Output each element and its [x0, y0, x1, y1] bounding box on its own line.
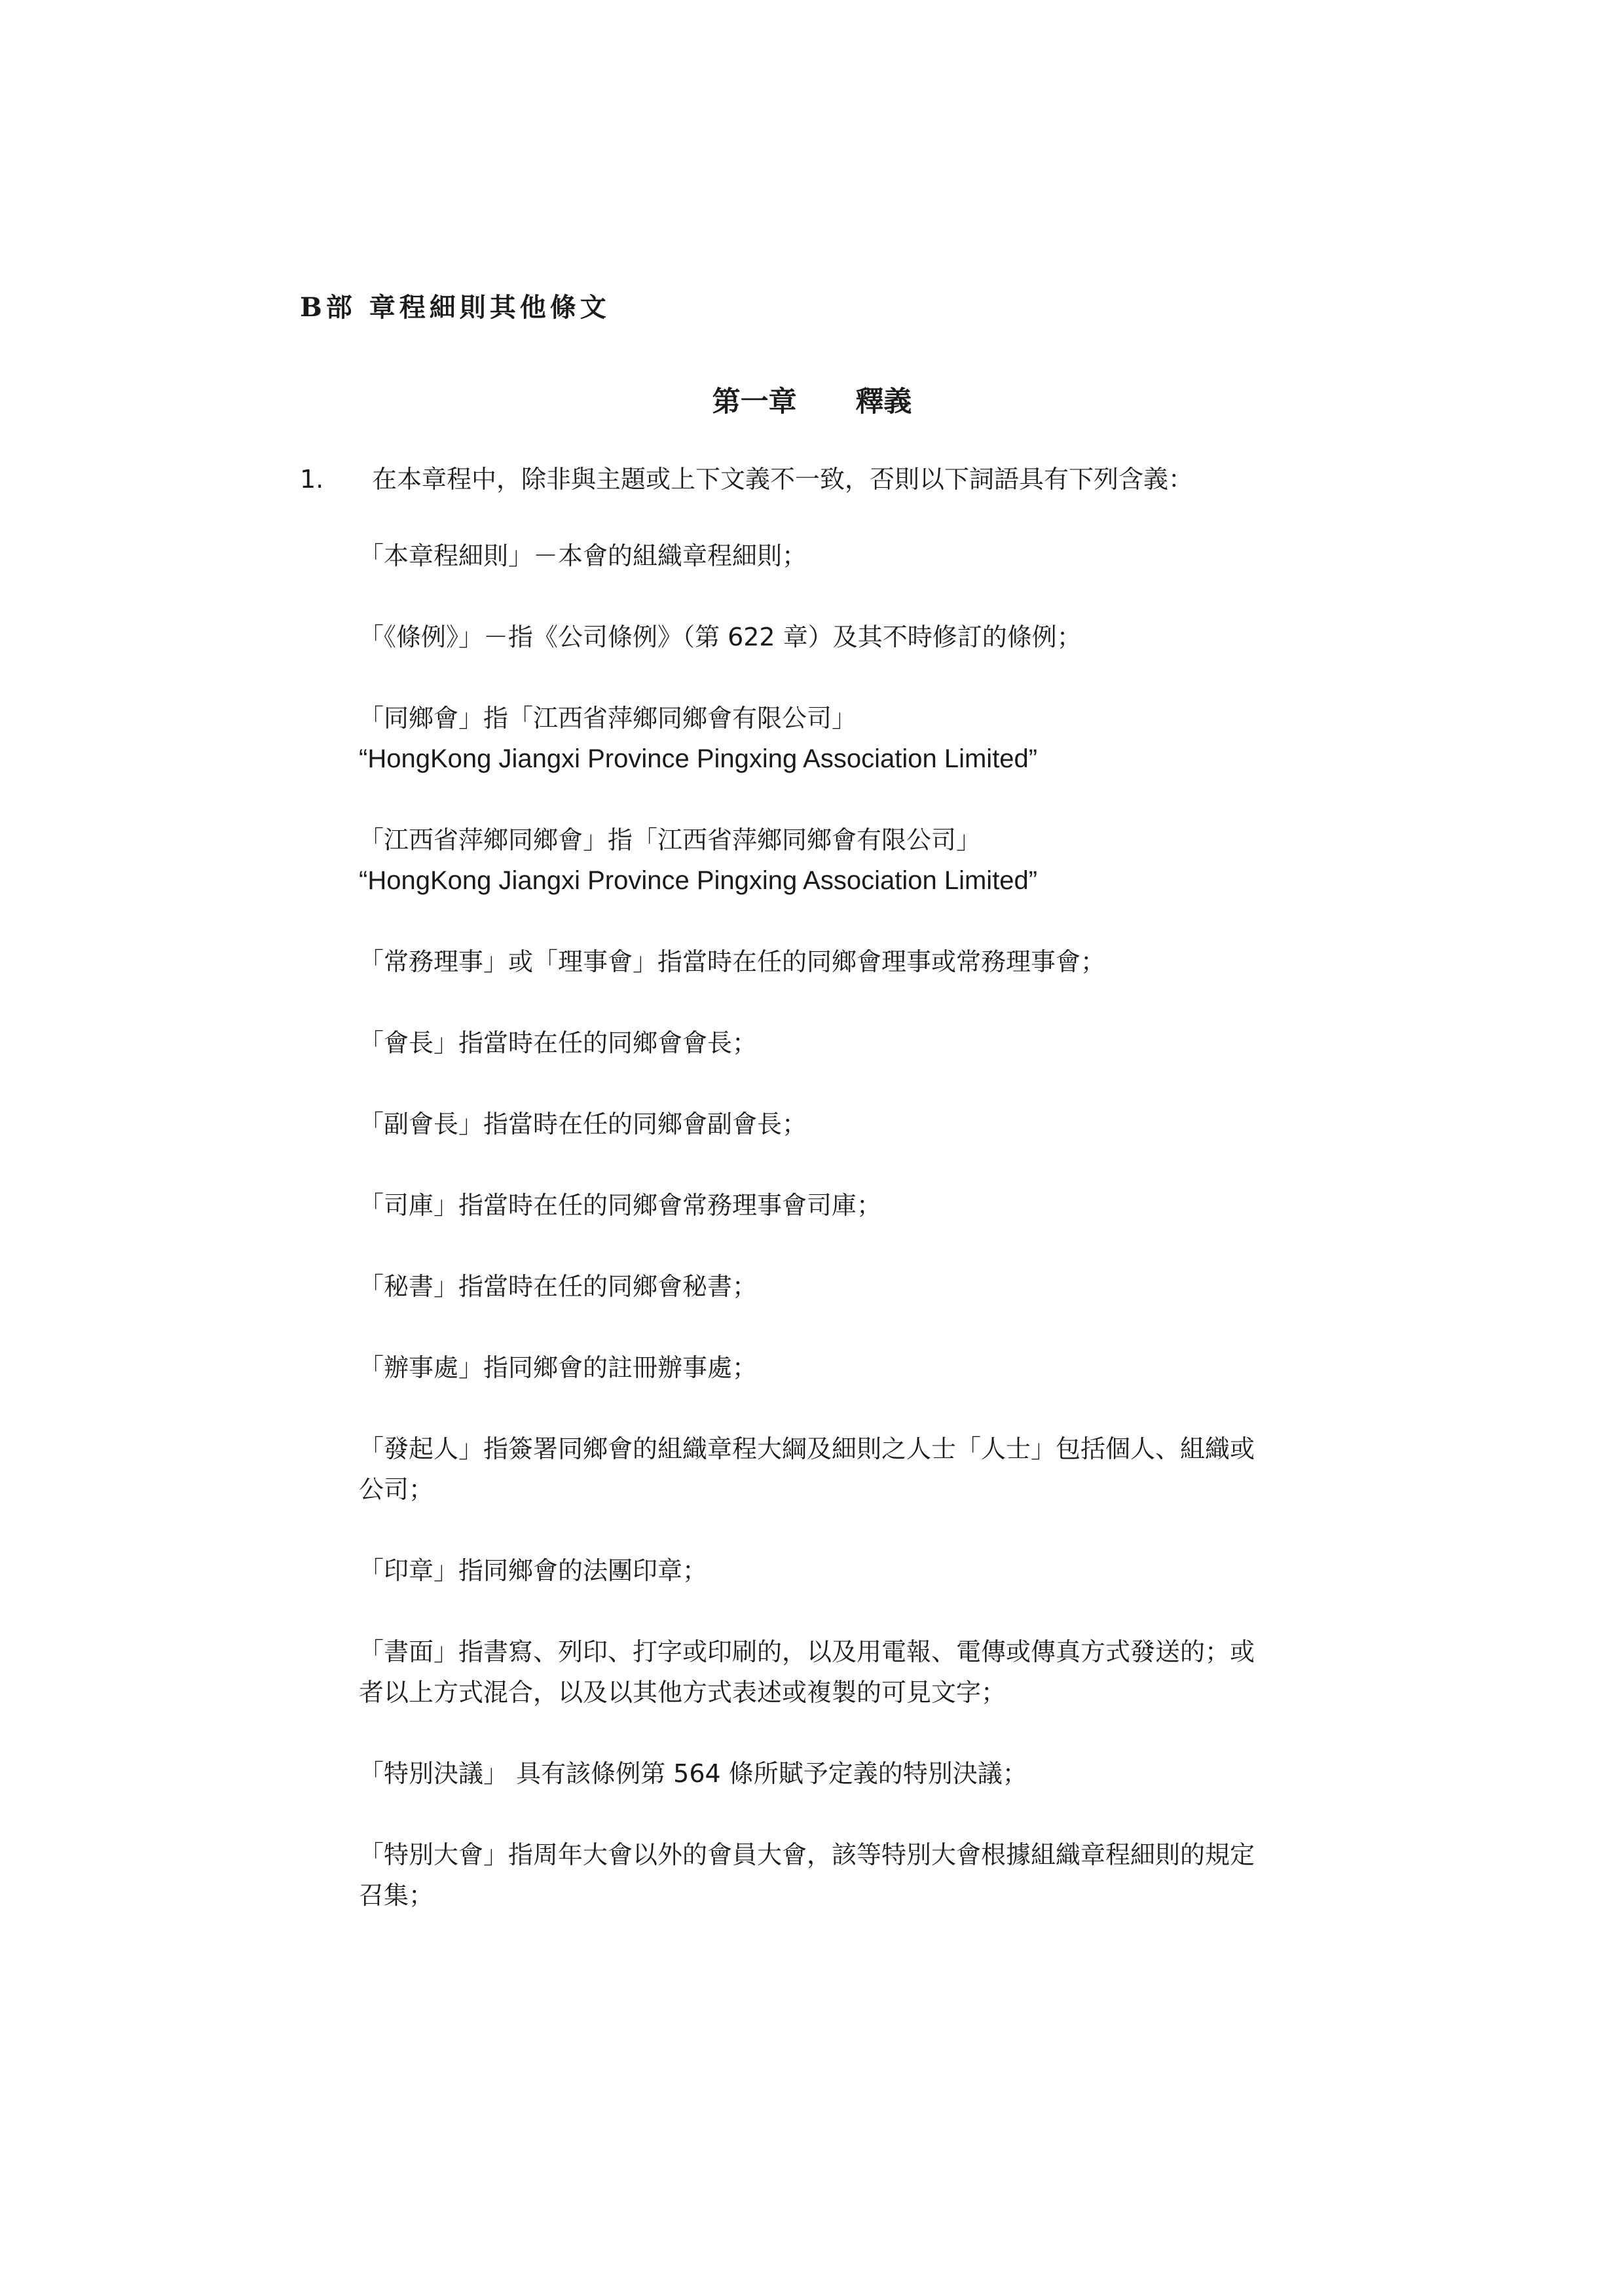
definition-writing: [359, 1631, 1328, 1713]
definition-vice-president: [359, 1104, 1328, 1144]
definition-text: 「特別決議」 具有該條例第 564 條所賦予定義的特別決議；: [359, 1759, 1027, 1788]
definition-text: 「辦事處」指同鄉會的註冊辦事處；: [359, 1353, 758, 1382]
definition-english-name: “HongKong Jiangxi Province Pingxing Association Limited”: [359, 744, 1038, 773]
definition-directors: [359, 941, 1328, 982]
definition-office: [359, 1347, 1328, 1388]
definition-text: 「司庫」指當時在任的同鄉會常務理事會司庫；: [359, 1191, 882, 1220]
definition-text: 「本章程細則」－本會的組織章程細則；: [359, 541, 807, 570]
definition-jiangxi-association: [359, 820, 1328, 901]
definitions-list: [359, 536, 1328, 1956]
definition-text: 「發起人」指簽署同鄉會的組織章程大綱及細則之人士「人士」包括個人、組織或: [359, 1434, 1255, 1463]
definition-text-continued: 公司；: [359, 1475, 434, 1504]
definition-extraordinary-meeting: [359, 1834, 1328, 1916]
chapter-heading: 第一章 釋義: [712, 386, 912, 418]
definition-text: 「會長」指當時在任的同鄉會會長；: [359, 1029, 758, 1057]
definition-ordinance: [359, 617, 1328, 657]
definition-text: 「同鄉會」指「江西省萍鄉同鄉會有限公司」: [359, 704, 857, 733]
definition-text: 「書面」指書寫、列印、打字或印刷的，以及用電報、電傳或傳真方式發送的；或: [359, 1637, 1255, 1666]
definition-president: [359, 1023, 1328, 1063]
definition-text: 「副會長」指當時在任的同鄉會副會長；: [359, 1110, 807, 1139]
definition-secretary: [359, 1266, 1328, 1307]
definition-treasurer: [359, 1185, 1328, 1226]
definition-text: 「特別大會」指周年大會以外的會員大會，該等特別大會根據組織章程細則的規定: [359, 1840, 1255, 1869]
definition-text: 「秘書」指當時在任的同鄉會秘書；: [359, 1272, 758, 1301]
definition-special-resolution: [359, 1753, 1328, 1794]
definition-text: 「印章」指同鄉會的法團印章；: [359, 1556, 708, 1585]
clause-1: [300, 460, 1193, 499]
definition-text: 「《條例》」－指《公司條例》（第 622 章）及其不時修訂的條例；: [359, 623, 1082, 651]
definition-association: [359, 698, 1328, 779]
definition-articles: [359, 536, 1328, 576]
part-heading: B部 章程細則其他條文: [300, 292, 610, 323]
clause-number: 1.: [300, 465, 324, 494]
definition-english-name: “HongKong Jiangxi Province Pingxing Association Limited”: [359, 866, 1038, 895]
definition-text: 「江西省萍鄉同鄉會」指「江西省萍鄉同鄉會有限公司」: [359, 826, 982, 854]
definition-seal: [359, 1550, 1328, 1591]
definition-text-continued: 者以上方式混合，以及以其他方式表述或複製的可見文字；: [359, 1678, 1006, 1707]
clause-text: 在本章程中，除非與主題或上下文義不一致，否則以下詞語具有下列含義：: [372, 465, 1194, 494]
definition-text-continued: 召集；: [359, 1881, 434, 1910]
definition-promoter: [359, 1429, 1328, 1510]
definition-text: 「常務理事」或「理事會」指當時在任的同鄉會理事或常務理事會；: [359, 947, 1106, 976]
